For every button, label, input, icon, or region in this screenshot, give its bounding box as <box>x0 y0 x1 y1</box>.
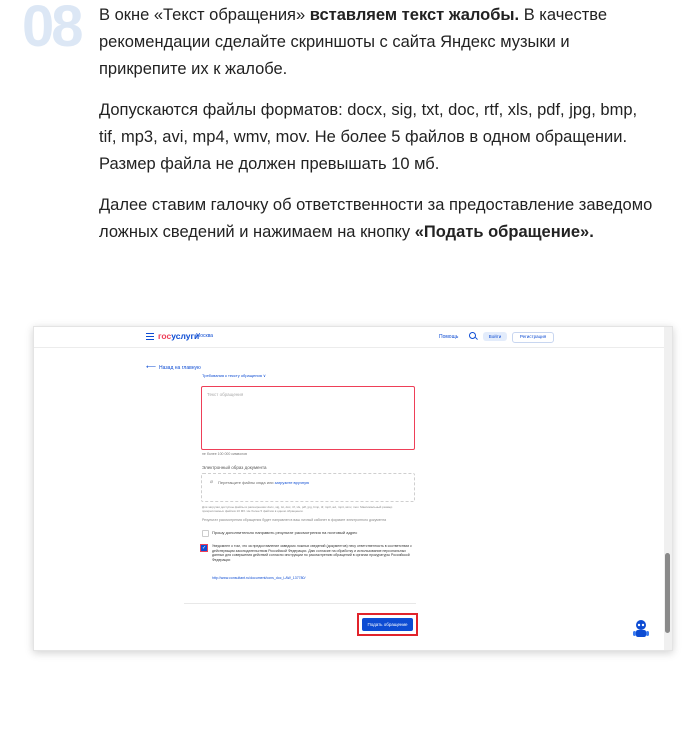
complaint-textarea[interactable] <box>201 386 415 450</box>
dropzone-label: Перетащите файлы сюда или <box>218 480 275 485</box>
requirements-link[interactable]: Требования к тексту обращения ∨ <box>202 373 266 378</box>
agree-checkbox[interactable] <box>200 544 208 552</box>
attach-title: Электронный образ документа <box>202 465 267 470</box>
logo-part-gos: гос <box>158 331 172 341</box>
postal-checkbox-label: Прошу дополнительно направить результат рассмотрения на почтовый адрес <box>212 530 358 535</box>
paragraph-complaint-text <box>99 2 659 83</box>
search-icon[interactable] <box>469 332 476 339</box>
char-limit-hint: не более 100 000 символов <box>202 452 247 456</box>
back-link[interactable] <box>146 363 201 371</box>
paperclip-icon: ⌀ <box>210 479 214 485</box>
paragraph1-bold: вставляем текст жалобы. <box>309 6 520 24</box>
paragraph3-text: Далее ставим галочку об ответственности за предоставление заведомо ложных сведений и нажимаем на кнопку <box>99 196 653 241</box>
result-note: Результат рассмотрения обращения будет направлен в ваш личный кабинет в формате электронного документа <box>202 518 387 522</box>
dropzone-hint: Для загрузки доступны файлы в расширениях docx, sig, txt, doc, rtf, xls, pdf, jpg, bmp, tif, mp3, avi, mp4, wmv, mov. Максимальный размер прикрепляемых файлов 10 Мб. Не более 5 файлов в одном обращении. <box>202 505 393 513</box>
scrollbar[interactable] <box>664 327 672 650</box>
logo-part-uslugi: услуги <box>171 331 200 341</box>
law-link[interactable]: http://www.consultant.ru/document/cons_doc_LAW_137780/ <box>212 576 306 580</box>
postal-checkbox[interactable] <box>202 530 209 537</box>
arrow-left-icon: ⟵ <box>146 364 157 371</box>
register-button[interactable]: Регистрация <box>512 332 554 343</box>
back-link-label: Назад на главную <box>159 365 201 371</box>
dropzone-text <box>218 480 309 485</box>
agree-checkbox-label: Уведомлен о том, что за предоставление заведомо ложных сведений (документов) несу ответственность в соответствии с действующим законодательством Российской Федерации. Даю согласие на обработку и использование персональных данных для совершения действий согласно инструкции по рассмотрению обращений в органах прокуратуры Российской Федерации <box>212 544 412 562</box>
paragraph-submit <box>99 192 659 246</box>
upload-link[interactable]: загрузите вручную <box>274 480 310 485</box>
paragraph1-text-end: В качестве рекомендации сделайте скриншоты с сайта Яндекс музыки и прикрепите их к жалобе. <box>99 6 608 78</box>
paragraph-file-formats: Допускаются файлы форматов: docx, sig, txt, doc, rtf, xls, pdf, jpg, bmp, tif, mp3, avi, mp4, wmv, mov. Не более 5 файлов в одном обращении. Размер файла не должен превышать 10 мб. <box>99 101 638 173</box>
textarea-placeholder: Текст обращения <box>207 392 244 397</box>
divider <box>184 603 416 604</box>
city-selector[interactable]: Москва <box>196 333 214 339</box>
file-dropzone[interactable] <box>201 473 415 502</box>
site-header <box>34 327 664 348</box>
gosuslugi-screenshot <box>33 326 673 651</box>
paragraph1-text-start: В окне «Текст обращения» <box>99 6 310 24</box>
menu-icon[interactable] <box>146 333 154 342</box>
paragraph3-bold: «Подать обращение». <box>414 223 594 241</box>
login-button[interactable]: Войти <box>483 332 507 341</box>
gosuslugi-logo[interactable] <box>158 331 199 341</box>
checkmark-icon: ✓ <box>202 545 207 551</box>
step-number: 08 <box>22 0 81 59</box>
scrollbar-thumb[interactable] <box>665 553 670 633</box>
submit-button[interactable]: Подать обращение <box>362 618 413 631</box>
submit-highlight-frame <box>357 613 418 636</box>
help-link[interactable]: Помощь <box>439 334 459 340</box>
robot-assistant-icon[interactable] <box>632 619 650 639</box>
